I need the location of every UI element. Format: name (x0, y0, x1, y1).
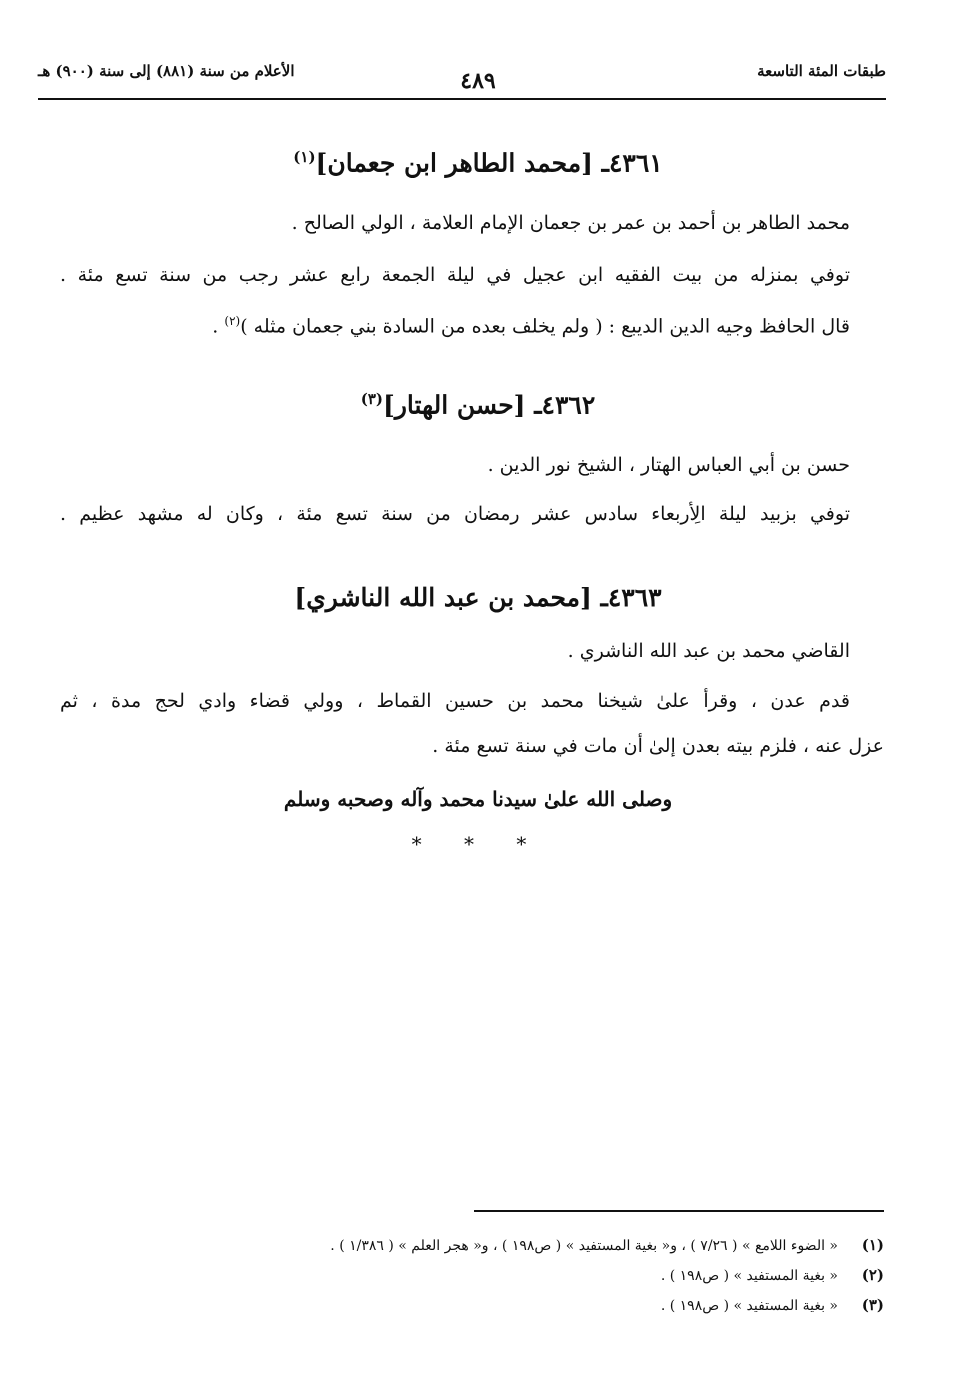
footnote-ref: (٣) (360, 390, 384, 408)
entry-title-4363 (70, 583, 886, 612)
entry-title-text: ٤٣٦٢ـ [حسن الهتار] (383, 390, 596, 420)
footnote-text: « بغية المستفيد » ( ص١٩٨ ) . (660, 1298, 838, 1314)
entry-line: قدم عدن ، وقرأ علىٰ شيخنا محمد بن حسين القماط ، وولي قضاء وادي لحج مدة ، ثم (60, 690, 850, 712)
entry-line: حسن بن أبي العباس الهتار ، الشيخ نور الدين . (487, 454, 850, 476)
entry-title-text: ٤٣٦٣ـ [محمد بن عبد الله الناشري] (294, 583, 662, 612)
closing-prayer: وصلى الله علىٰ سيدنا محمد وآله وصحبه وسلم (283, 787, 673, 811)
footnote-number: (١) (861, 1236, 884, 1254)
entry-title-4362 (70, 390, 886, 419)
header-rule (38, 98, 886, 100)
entry-line: القاضي محمد بن عبد الله الناشري . (567, 640, 850, 662)
entry-line-text: قال الحافظ وجيه الدين الديبع : ( ولم يخلف بعده من السادة بني جعمان مثله ) (240, 315, 850, 338)
footnote-text: « الضوء اللامع » ( ٧/٢٦ ) ، و« بغية المستفيد » ( ص١٩٨ ) ، و« هجر العلم » ( ١/٣٨٦ ) . (330, 1238, 838, 1254)
entry-title-text: ٤٣٦١ـ [محمد الطاهر ابن جعمان] (315, 148, 663, 178)
footnote-number: (٢) (861, 1266, 884, 1284)
running-header-left: الأعلام من سنة (٨٨١) إلى سنة (٩٠٠) هـ (38, 62, 295, 80)
footnote-number: (٣) (861, 1296, 884, 1314)
footnote-3 (661, 1296, 884, 1314)
footnote-2 (661, 1266, 884, 1284)
entry-line: عزل عنه ، فلزم بيته بعدن إلىٰ أن مات في سنة تسع مئة . (432, 735, 884, 757)
footnote-rule (474, 1210, 884, 1212)
entry-line: توفي بزبيد ليلة الِأربعاء سادس عشر رمضان من سنة تسع مئة ، وكان له مشهد عظيم . (60, 503, 850, 525)
running-header-right: طبقات المئة التاسعة (757, 62, 886, 80)
footnote-1 (330, 1236, 884, 1254)
section-separator: * * * (411, 832, 545, 856)
footnote-ref: (٢) (224, 314, 241, 328)
footnote-ref: (١) (293, 148, 316, 166)
line-end: . (212, 315, 225, 338)
footnote-text: « بغية المستفيد » ( ص١٩٨ ) . (660, 1268, 838, 1284)
page-number: ٤٨٩ (460, 68, 496, 94)
entry-title-4361 (70, 148, 886, 177)
entry-line: توفي بمنزله من بيت الفقيه ابن عجيل في ليلة الجمعة رابع عشر رجب من سنة تسع مئة . (60, 264, 850, 286)
entry-line: محمد الطاهر بن أحمد بن عمر بن جعمان الإمام العلامة ، الولي الصالح . (291, 212, 850, 234)
entry-line-with-note (212, 314, 850, 337)
